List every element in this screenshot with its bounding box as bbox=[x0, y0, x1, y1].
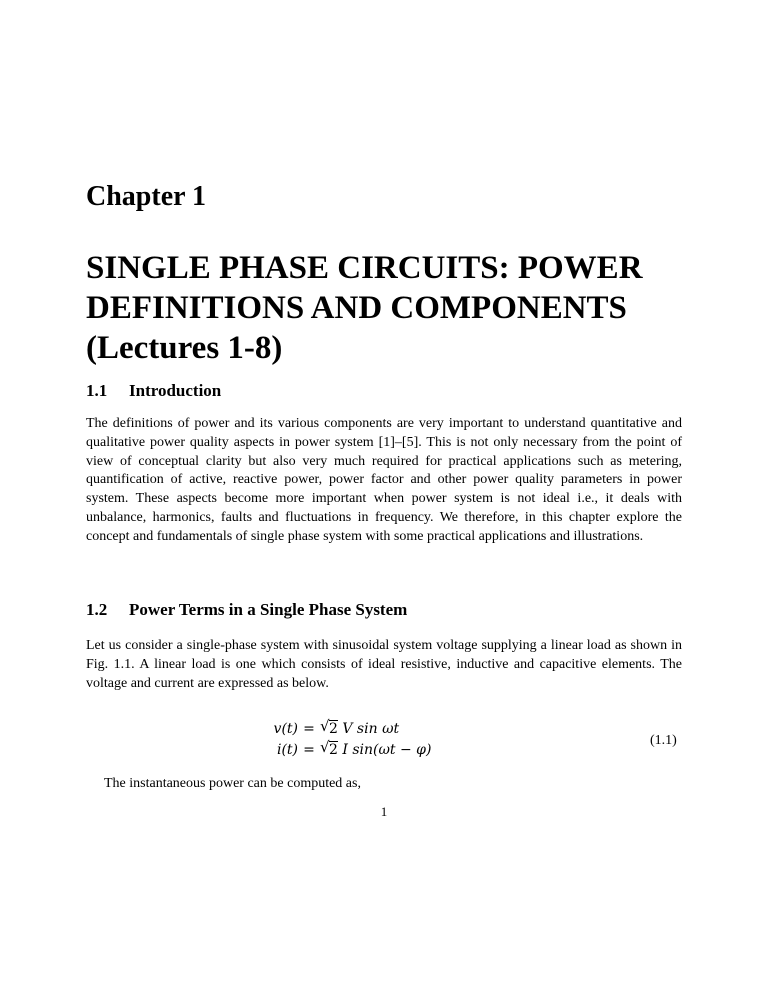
section-heading-power-terms bbox=[86, 599, 407, 621]
section-heading-introduction bbox=[86, 380, 221, 402]
equation-line-current bbox=[244, 738, 432, 759]
sqrt-symbol: √ 2 bbox=[320, 717, 338, 737]
introduction-paragraph: The definitions of power and its various components are very important to understand quantitative and qualitative power quality aspects in power system [1]–[5]. This is not only necessary from the point of view of conceptual clarity but also very much required for practical applications such as metering, quantification of active, reactive power, power factor and other power quality parameters in power system. These aspects become more important when power system is not ideal i.e., it deals with unbalance, harmonics, faults and fluctuations in frequency. We therefore, in this chapter explore the concept and fundamentals of single phase system with some practical applications and illustrations. bbox=[86, 416, 682, 544]
section-title: Introduction bbox=[129, 381, 222, 400]
section-title: Power Terms in a Single Phase System bbox=[129, 600, 408, 619]
equals-sign: = bbox=[303, 721, 315, 737]
equation-rhs: V sin ωt bbox=[342, 721, 400, 737]
section-number: 1.2 bbox=[86, 600, 108, 619]
equation-line-voltage bbox=[244, 717, 400, 738]
equation-rhs: I sin(ωt − φ) bbox=[342, 742, 432, 758]
section-number: 1.1 bbox=[86, 381, 108, 400]
equation-lhs: i(t) bbox=[276, 742, 298, 758]
equation-lhs: v(t) bbox=[273, 721, 298, 737]
sqrt-symbol: √ 2 bbox=[320, 738, 338, 758]
instantaneous-power-text: The instantaneous power can be computed as, bbox=[104, 776, 361, 791]
equation-number: (1.1) bbox=[650, 733, 677, 748]
power-terms-paragraph: Let us consider a single-phase system with sinusoidal system voltage supplying a linear load as shown in Fig. 1.1. A linear load is one which consists of ideal resistive, inductive and capacitive elements. The voltage and current are expressed as below. bbox=[86, 638, 682, 691]
page-number: 1 bbox=[380, 804, 388, 819]
chapter-label: Chapter 1 bbox=[86, 181, 207, 212]
chapter-title: SINGLE PHASE CIRCUITS: POWER DEFINITIONS AND COMPONENTS (Lectures 1-8) bbox=[86, 250, 643, 366]
equals-sign: = bbox=[303, 742, 315, 758]
